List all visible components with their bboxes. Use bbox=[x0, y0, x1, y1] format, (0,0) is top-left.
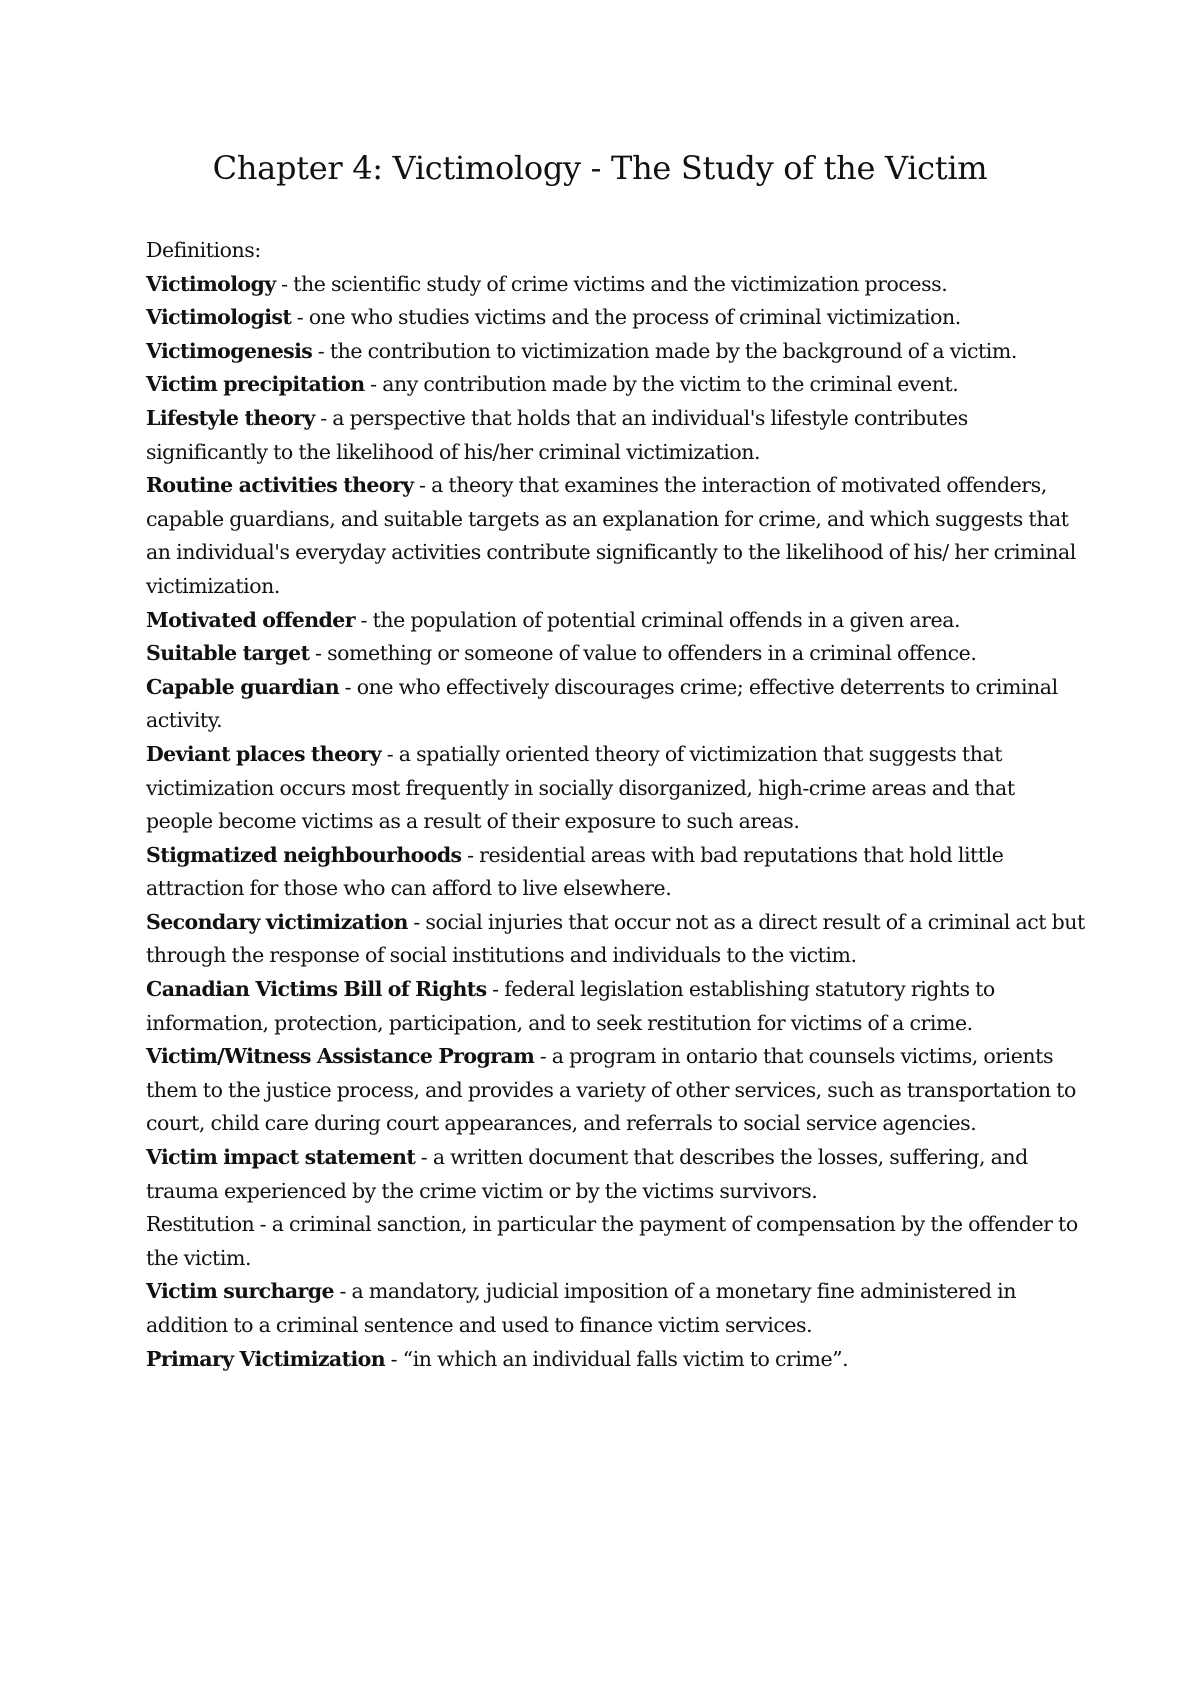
definition-separator: - bbox=[314, 405, 333, 430]
definition-separator: - bbox=[415, 1145, 433, 1170]
definition-entry bbox=[146, 973, 1086, 1040]
definition-text: the population of potential criminal offends in a given area. bbox=[372, 607, 961, 632]
definition-entry bbox=[146, 268, 1086, 302]
definition-separator: - bbox=[312, 338, 330, 363]
definition-entry bbox=[146, 637, 1086, 671]
definition-separator: - bbox=[381, 741, 399, 766]
definition-separator: - bbox=[339, 674, 357, 699]
definition-text: social injuries that occur not as a direct result of a criminal act but through the response of social institutions and individuals to the victim. bbox=[146, 909, 1085, 968]
definition-text: a program in ontario that counsels victims, orients them to the justice process, and provides a variety of other services, such as transportation to court, child care during court appearances, and referrals to social service agencies. bbox=[146, 1044, 1076, 1136]
definition-term: Routine activities theory bbox=[146, 473, 414, 498]
definition-text: a theory that examines the interaction of motivated offenders, capable guardians, and suitable targets as an explanation for crime, and which suggests that an individual's everyday activities contribute significantly to the likelihood of his/ her criminal victimization. bbox=[146, 473, 1076, 598]
definition-entry bbox=[146, 1040, 1086, 1141]
definition-term: Victim impact statement bbox=[146, 1145, 416, 1170]
definition-separator: - bbox=[309, 641, 328, 666]
definition-entry bbox=[146, 368, 1086, 402]
definition-separator: - bbox=[385, 1346, 403, 1371]
definition-entry bbox=[146, 1275, 1086, 1342]
definition-term: Victimogenesis bbox=[146, 338, 313, 363]
definition-separator: - bbox=[291, 305, 309, 330]
definition-separator: - bbox=[407, 909, 426, 934]
definition-text: federal legislation establishing statutory rights to information, protection, participation, and to seek restitution for victims of a crime. bbox=[146, 977, 995, 1035]
definition-term: Victimology bbox=[146, 271, 276, 296]
definition-separator: - bbox=[364, 372, 383, 397]
definition-term: Victimologist bbox=[146, 305, 292, 330]
definition-text: one who studies victims and the process of criminal victimization. bbox=[308, 305, 961, 330]
definition-term: Deviant places theory bbox=[146, 741, 382, 766]
definition-entry bbox=[146, 839, 1086, 906]
document-body bbox=[146, 234, 1086, 1376]
definition-term: Victim surcharge bbox=[146, 1279, 334, 1304]
definition-term: Primary Victimization bbox=[146, 1346, 386, 1371]
definition-separator: - bbox=[534, 1044, 552, 1069]
definition-term: Stigmatized neighbourhoods bbox=[146, 842, 462, 867]
definition-term: Motivated offender bbox=[146, 607, 355, 632]
definition-text: the contribution to victimization made by the background of a victim. bbox=[329, 338, 1017, 363]
definition-separator: - bbox=[333, 1279, 352, 1304]
section-heading: Definitions: bbox=[146, 238, 261, 262]
definition-entry bbox=[146, 469, 1086, 603]
definition-text: the scientific study of crime victims and the victimization process. bbox=[293, 271, 948, 296]
definition-entry bbox=[146, 301, 1086, 335]
definition-separator: - bbox=[461, 842, 480, 867]
definition-separator: - bbox=[254, 1212, 272, 1237]
definition-text: “in which an individual falls victim to crime”. bbox=[402, 1346, 849, 1371]
definition-text: a written document that describes the losses, suffering, and trauma experienced by the crime victim or by the victims survivors. bbox=[146, 1145, 1028, 1203]
definition-text: a mandatory, judicial imposition of a monetary fine administered in addition to a criminal sentence and used to finance victim services. bbox=[146, 1279, 1017, 1337]
definition-list bbox=[146, 268, 1086, 1377]
definition-entry bbox=[146, 335, 1086, 369]
definition-term: Lifestyle theory bbox=[146, 405, 315, 430]
definition-entry bbox=[146, 402, 1086, 469]
definition-separator: - bbox=[486, 977, 505, 1002]
definition-entry bbox=[146, 906, 1086, 973]
definition-text: a perspective that holds that an individual's lifestyle contributes significantly to the likelihood of his/her criminal victimization. bbox=[146, 405, 968, 464]
definition-text: a spatially oriented theory of victimization that suggests that victimization occurs most frequently in socially disorganized, high-crime areas and that people become victims as a result of their exposure to such areas. bbox=[146, 741, 1015, 834]
definition-separator: - bbox=[275, 271, 294, 296]
definition-separator: - bbox=[413, 473, 432, 498]
definition-separator: - bbox=[354, 607, 373, 632]
definition-term: Victim precipitation bbox=[146, 372, 365, 397]
page-title: Chapter 4: Victimology - The Study of the Victim bbox=[212, 149, 988, 187]
definition-term: Victim/Witness Assistance Program bbox=[146, 1044, 535, 1069]
definition-text: residential areas with bad reputations that hold little attraction for those who can afford to live elsewhere. bbox=[146, 842, 1004, 901]
definition-entry bbox=[146, 604, 1086, 638]
definition-entry bbox=[146, 1141, 1086, 1208]
definition-term: Suitable target bbox=[146, 641, 310, 666]
definition-term: Restitution bbox=[146, 1212, 255, 1237]
definition-text: a criminal sanction, in particular the payment of compensation by the offender to the victim. bbox=[146, 1212, 1078, 1270]
definition-term: Capable guardian bbox=[146, 674, 340, 699]
definition-text: any contribution made by the victim to the criminal event. bbox=[382, 372, 959, 397]
definition-text: one who effectively discourages crime; effective deterrents to criminal activity. bbox=[146, 674, 1058, 733]
definition-entry bbox=[146, 1208, 1086, 1275]
definition-entry bbox=[146, 738, 1086, 839]
definition-text: something or someone of value to offenders in a criminal offence. bbox=[327, 641, 977, 666]
definition-term: Secondary victimization bbox=[146, 909, 408, 934]
definition-term: Canadian Victims Bill of Rights bbox=[146, 977, 487, 1002]
definition-entry bbox=[146, 671, 1086, 738]
definition-entry bbox=[146, 1343, 1086, 1377]
